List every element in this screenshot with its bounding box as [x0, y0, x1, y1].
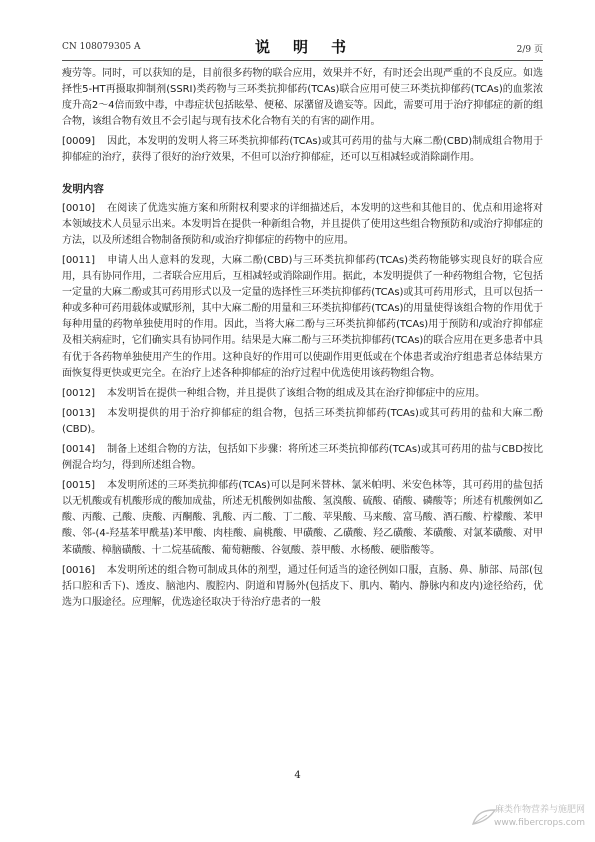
paragraph-text: 本发明提供的用于治疗抑郁症的组合物，包括三环类抗抑郁药(TCAs)或其可药用的盐和大麻二酚(CBD)。 [62, 407, 543, 435]
header-divider [62, 60, 543, 61]
watermark-site-name: 麻类作物营养与施肥网 [494, 805, 585, 815]
paragraph-number: [0011] [62, 254, 95, 266]
paragraph-0011 [62, 253, 543, 382]
paragraph-number: [0010] [62, 202, 95, 214]
publication-number: CN 108079305 A [62, 42, 141, 52]
document-title: 说 明 书 [254, 38, 350, 56]
paragraph-continuation [62, 66, 543, 130]
section-heading: 发明内容 [62, 182, 104, 195]
paragraph-number: [0012] [62, 387, 95, 399]
paragraph-text: 申请人出人意料的发现，大麻二酚(CBD)与三环类抗抑郁药(TCAs)类药物能够实现良好的联合应用，具有协同作用，二者联合应用后，互相减轻或消除副作用。据此，本发明提供了一种药物组合物，它包括一定量的大麻二酚或其可药用形式以及一定量的选择性三环类抗抑郁药(TCAs)或其可药用形式，且可以包括一种或多种可药用载体或赋形剂，其中大麻二酚的用量和三环类抗抑郁药(TCAs)的用量使得该组合物的作用优于每种用量的药物单独使用时的作用。因此，当将大麻二酚与三环类抗抑郁药(TCAs)用于预防和/或治疗抑郁症及相关病症时，它们确实具有协同作用。结果是大麻二酚与三环类抗抑郁药(TCAs)的联合应用在更多患者中具有优于各药物单独使用产生的作用。这种良好的作用可以使副作用更低或在个体患者或治疗组患者总体结果方面恢复得更快或更完全。在治疗上述各种抑郁症的治疗过程中优选使用该药物组合物。 [62, 254, 543, 379]
paragraph-number: [0013] [62, 407, 95, 419]
paragraph-text: 因此，本发明的发明人将三环类抗抑郁药(TCAs)或其可药用的盐与大麻二酚(CBD)制成组合物用于抑郁症的治疗，获得了很好的治疗效果，不但可以治疗抑郁症，还可以互相减轻或消除副作用。 [62, 136, 543, 164]
paragraph-number: [0009] [62, 136, 95, 148]
paragraph-0009 [62, 134, 543, 166]
paragraph-0016 [62, 563, 543, 611]
paragraph-text: 在阅读了优选实施方案和所附权利要求的详细描述后，本发明的这些和其他目的、优点和用途将对本领域技术人员显示出来。本发明旨在提供一种新组合物，并且提供了使用这些组合物预防和/或治疗抑郁症的方法，以及所述组合物制备预防和/或治疗抑郁症的药物中的应用。 [62, 202, 543, 246]
paragraph-text: 制备上述组合物的方法，包括如下步骤：将所述三环类抗抑郁药(TCAs)或其可药用的盐与CBD按比例混合均匀，得到所述组合物。 [62, 443, 543, 472]
document-body [62, 66, 543, 615]
paragraph-0013 [62, 406, 543, 438]
paragraph-0012 [62, 386, 543, 402]
paragraph-text: 瘦劳等。同时，可以获知的是，目前很多药物的联合应用，效果并不好，有时还会出现严重的不良反应。如选择性5-HT再摄取抑制剂(SSRI)类药物与三环类抗抑郁药(TCAs)联合应用可使三环类抗抑郁药(TCAs)的血浆浓度升高2～4倍而致中毒，中毒症状包括眩晕、便秘、尿潴留及谵妄等。因此，需要可用于治疗抑郁症的新的组合物，该组合物有效且不会引起与现有技术化合物有关的有害的副作用。 [62, 68, 543, 128]
paragraph-number: [0015] [62, 480, 95, 492]
watermark [494, 804, 585, 830]
watermark-url: www.fibercrops.com [494, 818, 585, 828]
page-indicator: 2/9 页 [516, 45, 543, 55]
paragraph-text: 本发明旨在提供一种组合物，并且提供了该组合物的组成及其在治疗抑郁症中的应用。 [106, 387, 486, 399]
paragraph-0010 [62, 201, 543, 249]
paragraph-number: [0016] [62, 564, 95, 576]
page-header [62, 36, 543, 58]
paragraph-number: [0014] [62, 443, 95, 455]
paragraph-0014 [62, 442, 543, 474]
page-number: 4 [294, 770, 301, 781]
paragraph-text: 本发明所述的三环类抗抑郁药(TCAs)可以是阿米替林、氯米帕明、米安色林等，其可药用的盐包括以无机酸或有机酸形成的酸加成盐，所述无机酸例如盐酸、氢溴酸、硫酸、硝酸、磷酸等；所述有机酸例如乙酸、丙酸、己酸、庚酸、丙酮酸、乳酸、丙二酸、丁二酸、苹果酸、马来酸、富马酸、酒石酸、柠檬酸、苯甲酸、邻-(4-羟基苯甲酰基)苯甲酸、肉桂酸、扁桃酸、甲磺酸、乙磺酸、羟乙磺酸、苯磺酸、对氯苯磺酸、对甲苯磺酸、樟脑磺酸、十二烷基硫酸、葡萄糖酸、谷氨酸、萘甲酸、水杨酸、硬脂酸等。 [62, 480, 543, 556]
paragraph-0015 [62, 478, 543, 558]
paragraph-text: 本发明所述的组合物可制成具体的剂型，通过任何适当的途径例如口服，直肠、鼻、肺部、局部(包括口腔和舌下)、透皮、脑池内、腹腔内、阴道和胃肠外(包括皮下、肌内、鞘内、静脉内和皮内)途径给药，优选为口服途径。应理解，优选途径取决于待治疗患者的一般 [62, 564, 543, 608]
